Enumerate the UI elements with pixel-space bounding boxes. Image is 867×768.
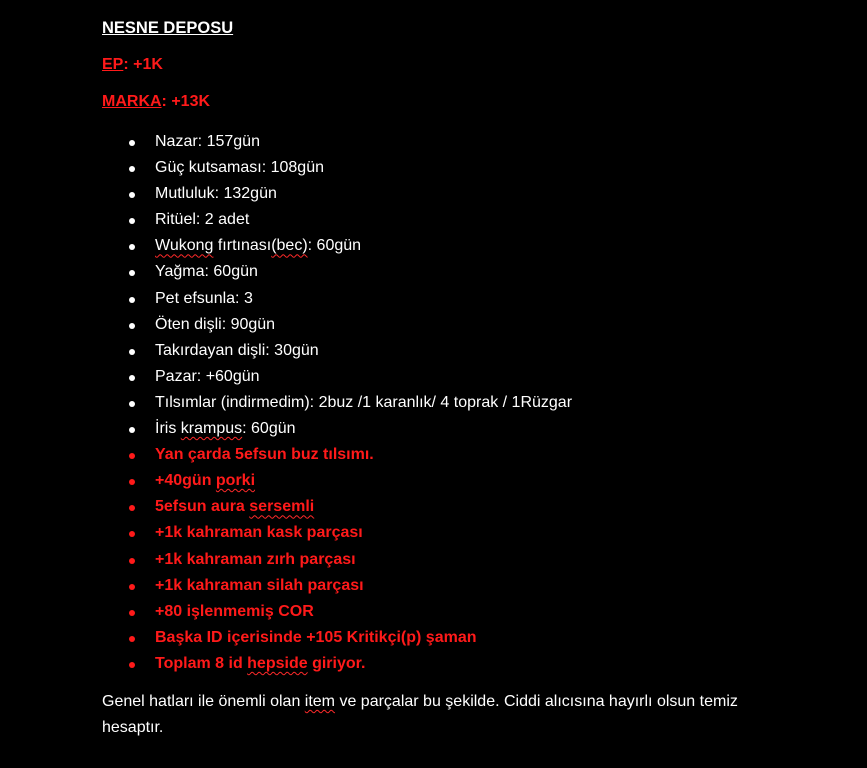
list-item-text: +1k kahraman kask parçası [155, 524, 363, 542]
bullet-icon [129, 218, 135, 224]
list-item-text: Başka ID içerisinde +105 Kritikçi(p) şaman [155, 628, 477, 646]
stat-ep-key: EP [102, 56, 124, 73]
bullet-icon [129, 297, 135, 303]
bullet-icon [129, 505, 135, 511]
list-item-text: +1k kahraman silah parçası [155, 576, 364, 594]
list-item-highlight [102, 625, 842, 651]
list-item-text: İris krampus: 60gün [155, 420, 296, 438]
list-item-highlight [102, 651, 842, 677]
list-item [102, 312, 842, 338]
list-item [102, 286, 842, 312]
bullet-icon [129, 479, 135, 485]
list-item [102, 155, 842, 181]
list-item-highlight [102, 573, 842, 599]
list-item-text: Mutluluk: 132gün [155, 185, 277, 203]
document-title: NESNE DEPOSU [102, 19, 234, 37]
bullet-icon [129, 401, 135, 407]
stat-ep-value: +1K [133, 56, 163, 73]
bullet-icon [129, 192, 135, 198]
document-page [102, 18, 842, 741]
bullet-icon [129, 584, 135, 590]
list-item-text: Wukong fırtınası(bec): 60gün [155, 237, 362, 255]
stat-ep [102, 55, 842, 75]
list-item-text: Pazar: +60gün [155, 367, 260, 385]
list-item [102, 233, 842, 259]
list-item-text: Takırdayan dişli: 30gün [155, 341, 319, 359]
list-item [102, 129, 842, 155]
list-item-text: Nazar: 157gün [155, 133, 260, 150]
bullet-icon [129, 558, 135, 564]
bullet-icon [129, 349, 135, 355]
stat-marka-value: +13K [171, 93, 211, 110]
stat-marka [102, 92, 842, 112]
list-item [102, 207, 842, 233]
list-item-highlight [102, 442, 842, 468]
bullet-icon [129, 610, 135, 616]
list-item-text: Güç kutsaması: 108gün [155, 159, 324, 177]
item-list [102, 129, 842, 677]
bullet-icon [129, 662, 135, 668]
list-item [102, 259, 842, 285]
spellcheck-underline: porki [215, 472, 256, 490]
list-item-text: +40gün porki [155, 472, 256, 490]
list-item-highlight [102, 599, 842, 625]
list-item-text: +1k kahraman zırh parçası [155, 550, 356, 568]
bullet-icon [129, 166, 135, 172]
bullet-icon [129, 270, 135, 276]
list-item-text: Toplam 8 id hepside giriyor. [155, 654, 366, 672]
list-item [102, 181, 842, 207]
stat-marka-key: MARKA [102, 93, 162, 110]
spellcheck-underline: sersemli [249, 498, 315, 516]
stat-marka-separator: : [161, 93, 172, 110]
list-item-text: Yağma: 60gün [155, 263, 258, 281]
bullet-icon [129, 244, 135, 250]
spellcheck-underline: (bec) [271, 237, 308, 255]
stat-ep-separator: : [123, 56, 134, 73]
bullet-icon [129, 375, 135, 381]
spellcheck-underline: Wukong [155, 237, 214, 255]
list-item-text: Tılsımlar (indirmedim): 2buz /1 karanlık/ 4 toprak / 1Rüzgar [155, 393, 573, 411]
list-item [102, 364, 842, 390]
list-item-text: Pet efsunla: 3 [155, 289, 253, 307]
bullet-icon [129, 323, 135, 329]
bullet-icon [129, 140, 135, 146]
list-item-text: Öten dişli: 90gün [155, 315, 276, 333]
list-item-text: +80 işlenmemiş COR [155, 602, 314, 620]
bullet-icon [129, 531, 135, 537]
list-item [102, 390, 842, 416]
list-item-text: Ritüel: 2 adet [155, 211, 250, 229]
list-item-highlight [102, 468, 842, 494]
spellcheck-underline: item [304, 692, 336, 710]
closing-paragraph: Genel hatları ile önemli olan item ve parçalar bu şekilde. Ciddi alıcısına hayırlı olsun temiz hesaptır. [102, 692, 738, 736]
bullet-icon [129, 453, 135, 459]
bullet-icon [129, 427, 135, 433]
list-item-text: 5efsun aura sersemli [155, 498, 315, 516]
spellcheck-underline: hepside [247, 654, 308, 672]
spellcheck-underline: krampus [180, 420, 243, 438]
list-item-text: Yan çarda 5efsun buz tılsımı. [155, 446, 374, 464]
list-item [102, 338, 842, 364]
list-item-highlight [102, 520, 842, 546]
list-item [102, 416, 842, 442]
bullet-icon [129, 636, 135, 642]
list-item-highlight [102, 547, 842, 573]
list-item-highlight [102, 494, 842, 520]
